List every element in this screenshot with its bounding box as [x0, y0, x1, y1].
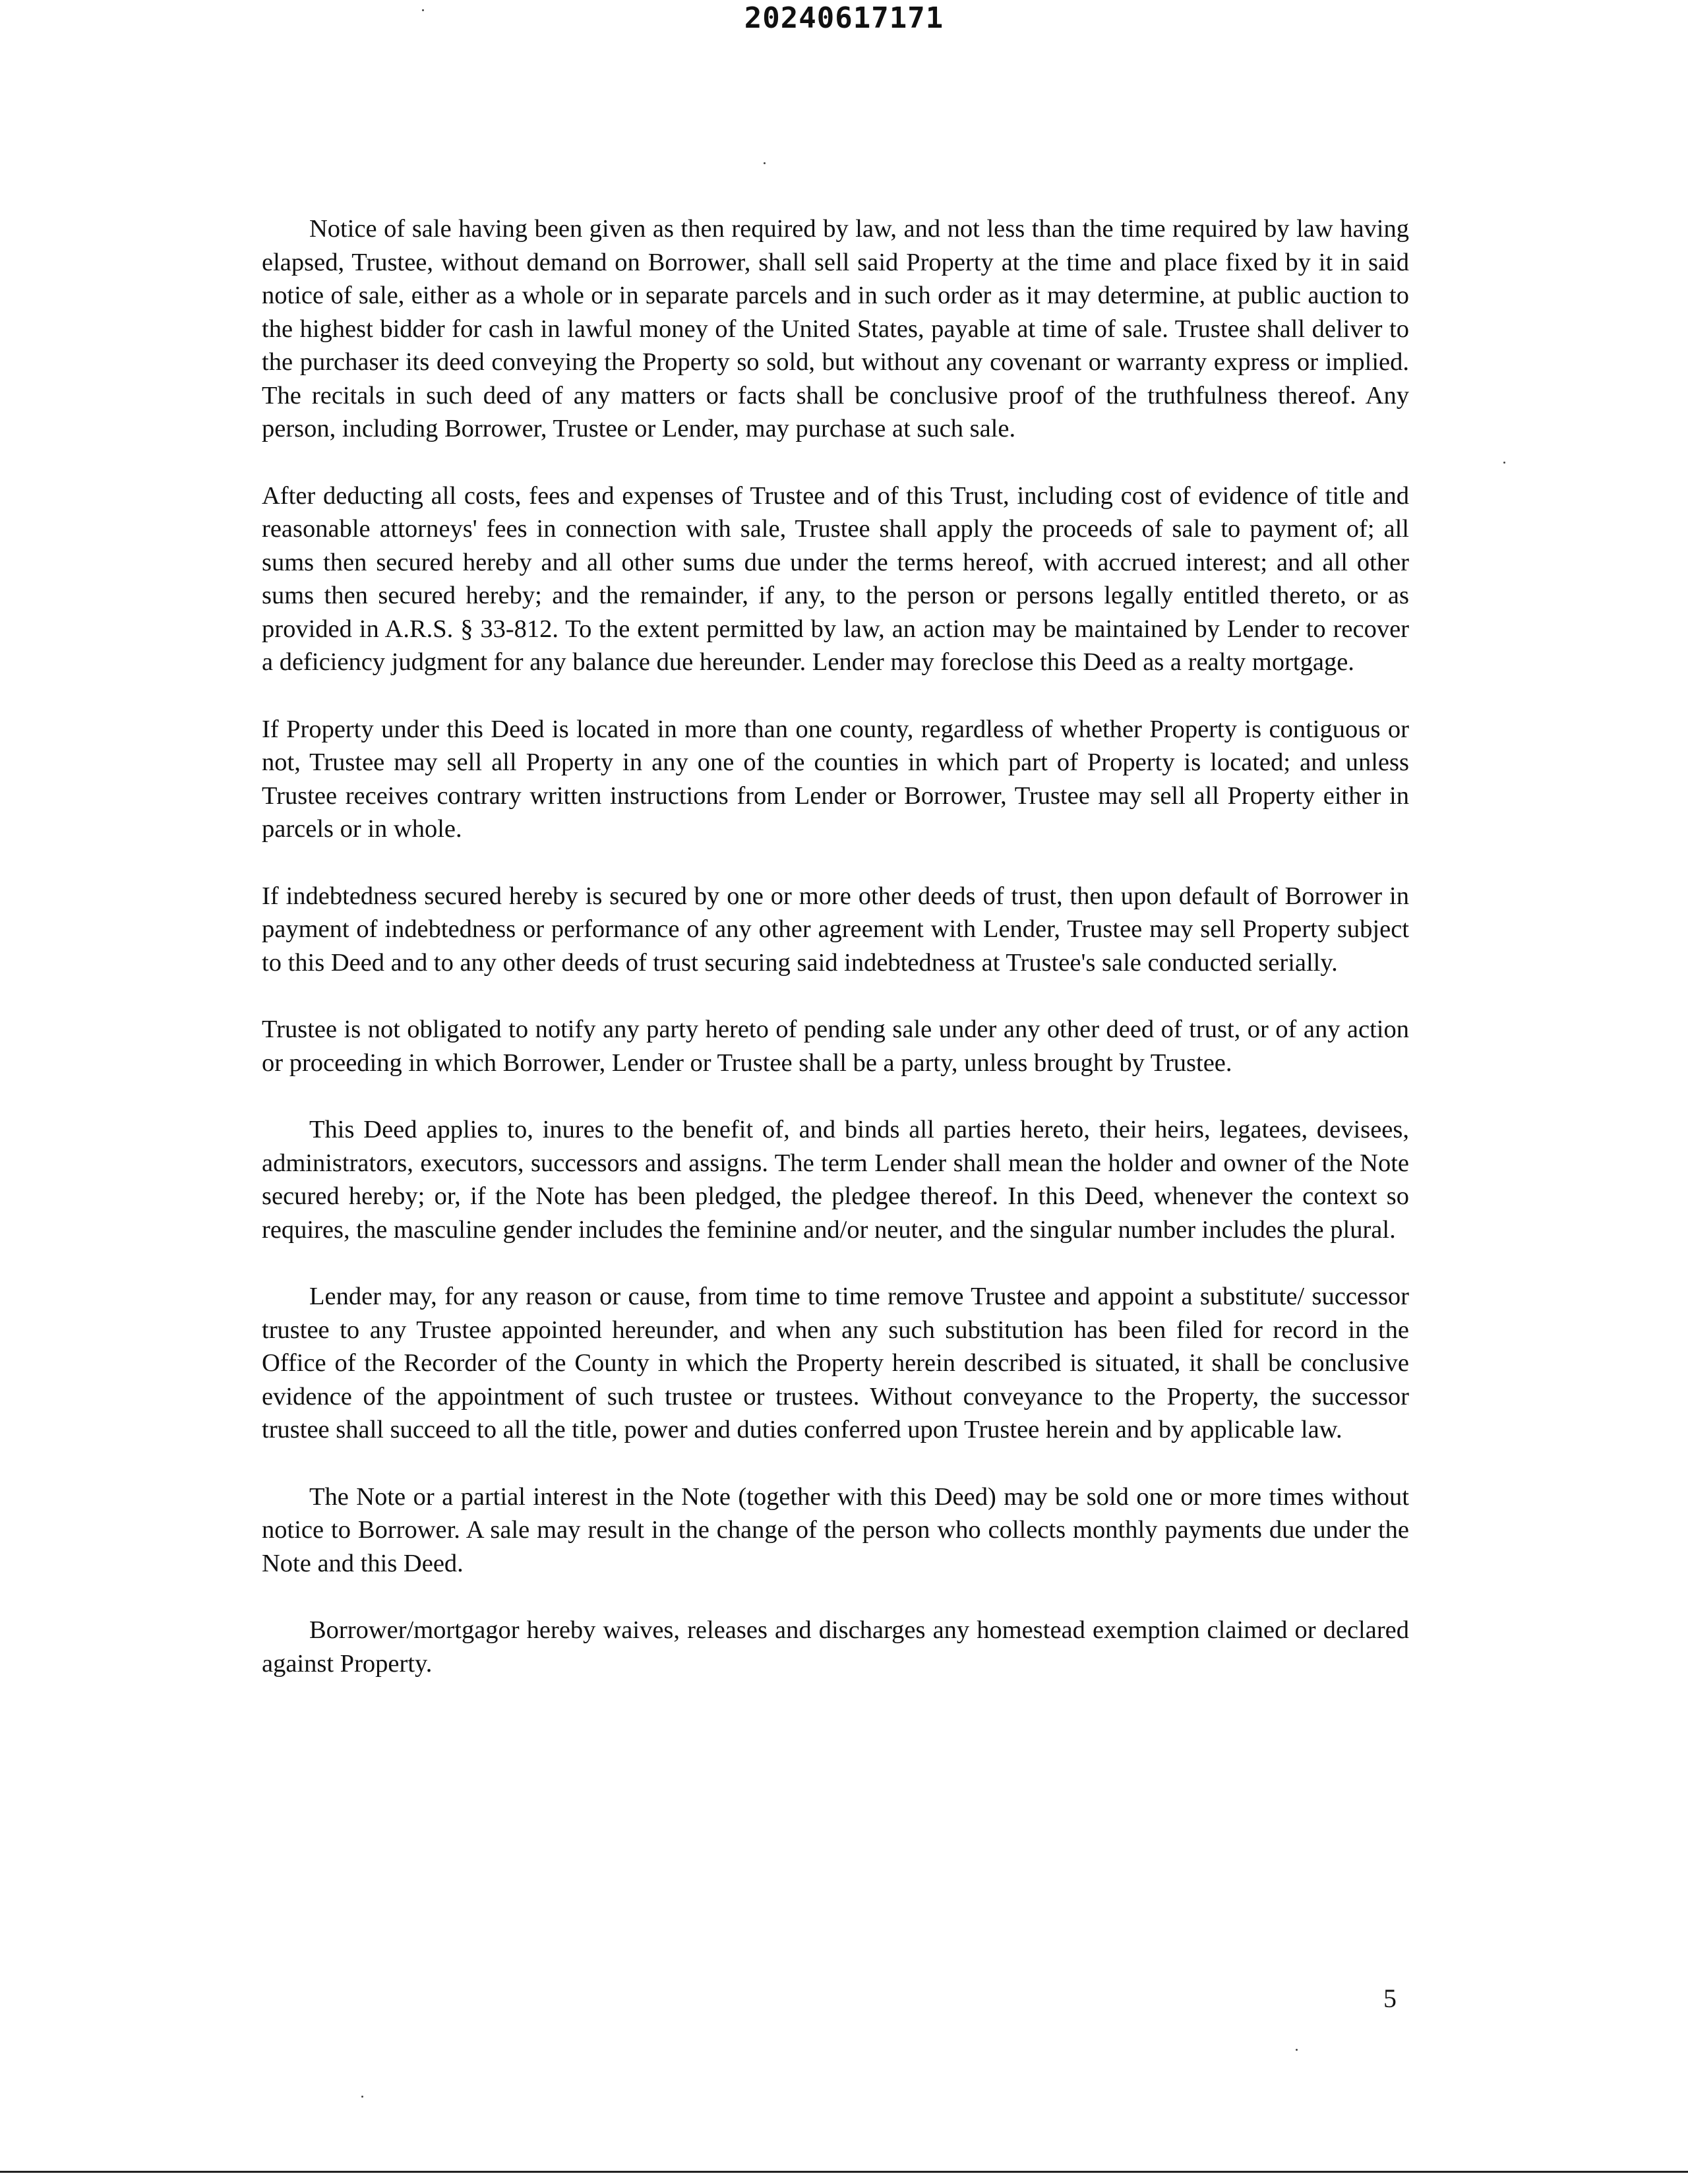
bottom-rule	[0, 2171, 1688, 2173]
scan-speck	[422, 9, 424, 11]
paragraph-sale-of-note: The Note or a partial interest in the Note (together with this Deed) may be sold one or more times without notice to Borrower. A sale may result in the change of the person who collects monthly payments due under the Note and this Deed.	[262, 1482, 1409, 1577]
paragraph-parties-bound: This Deed applies to, inures to the benefit of, and binds all parties hereto, their heirs, legatees, devisees, administrators, executors, successors and assigns. The term Lender shall mean the holder and owner of the Note secured hereby; or, if the Note has been pledged, the pledgee thereof. In this Deed, whenever the context so requires, the masculine gender includes the feminine and/or neuter, and the singular number includes the plural.	[262, 1116, 1409, 1244]
paragraph-notification: Trustee is not obligated to notify any party hereto of pending sale under any other deed of trust, or of any action or proceeding in which Borrower, Lender or Trustee shall be a party, unless brought by Trustee.	[262, 1016, 1409, 1077]
page-number: 5	[1383, 1984, 1397, 2013]
document-number: 20240617171	[744, 1, 944, 35]
scan-speck	[361, 2096, 363, 2098]
paragraph-notice-of-sale: Notice of sale having been given as then required by law, and not less than the time required by law having elapsed, Trustee, without demand on Borrower, shall sell said Property at the time and place fixed by it in said notice of sale, either as a whole or in separate parcels and in such order as it may determine, at public auction to the highest bidder for cash in lawful money of the United States, payable at time of sale. Trustee shall deliver to the purchaser its deed conveying the Property so sold, but without any covenant or warranty express or implied. The recitals in such deed of any matters or facts shall be conclusive proof of the truthfulness thereof. Any person, including Borrower, Trustee or Lender, may purchase at such sale.	[262, 215, 1409, 442]
paragraph-substitute-trustee: Lender may, for any reason or cause, from time to time remove Trustee and appoint a substitute/ successor trustee to any Trustee appointed hereunder, and when any such substitution has been filed for record in the Office of the Recorder of the County in which the Property herein described is situated, it shall be conclusive evidence of the appointment of such trustee or trustees. Without conveyance to the Property, the successor trustee shall succeed to all the title, power and duties conferred upon Trustee herein and by applicable law.	[262, 1283, 1409, 1443]
paragraph-other-deeds-of-trust: If indebtedness secured hereby is secured by one or more other deeds of trust, then upon default of Borrower in payment of indebtedness or performance of any other agreement with Lender, Trustee may sell Property subject to this Deed and to any other deeds of trust securing said indebtedness at Trustee's sale conducted serially.	[262, 882, 1409, 977]
paragraph-multiple-counties: If Property under this Deed is located in more than one county, regardless of whether Property is contiguous or not, Trustee may sell all Property in any one of the counties in which part of Property is located; and unless Trustee receives contrary written instructions from Lender or Borrower, Trustee may sell all Property either in parcels or in whole.	[262, 715, 1409, 843]
scan-speck	[1503, 462, 1505, 464]
scan-speck	[1296, 2049, 1298, 2051]
scan-speck	[764, 162, 766, 164]
paragraph-proceeds-of-sale: After deducting all costs, fees and expenses of Trustee and of this Trust, including cost of evidence of title and reasonable attorneys' fees in connection with sale, Trustee shall apply the proceeds of sale to payment of; all sums then secured hereby and all other sums due under the terms hereof, with accrued interest; and all other sums then secured hereby; and the remainder, if any, to the person or persons legally entitled thereto, or as provided in A.R.S. § 33-812. To the extent permitted by law, an action may be maintained by Lender to recover a deficiency judgment for any balance due hereunder. Lender may foreclose this Deed as a realty mortgage.	[262, 481, 1409, 676]
document-body	[262, 212, 1409, 1714]
paragraph-homestead-waiver: Borrower/mortgagor hereby waives, releases and discharges any homestead exemption claimed or declared against Property.	[262, 1616, 1409, 1678]
